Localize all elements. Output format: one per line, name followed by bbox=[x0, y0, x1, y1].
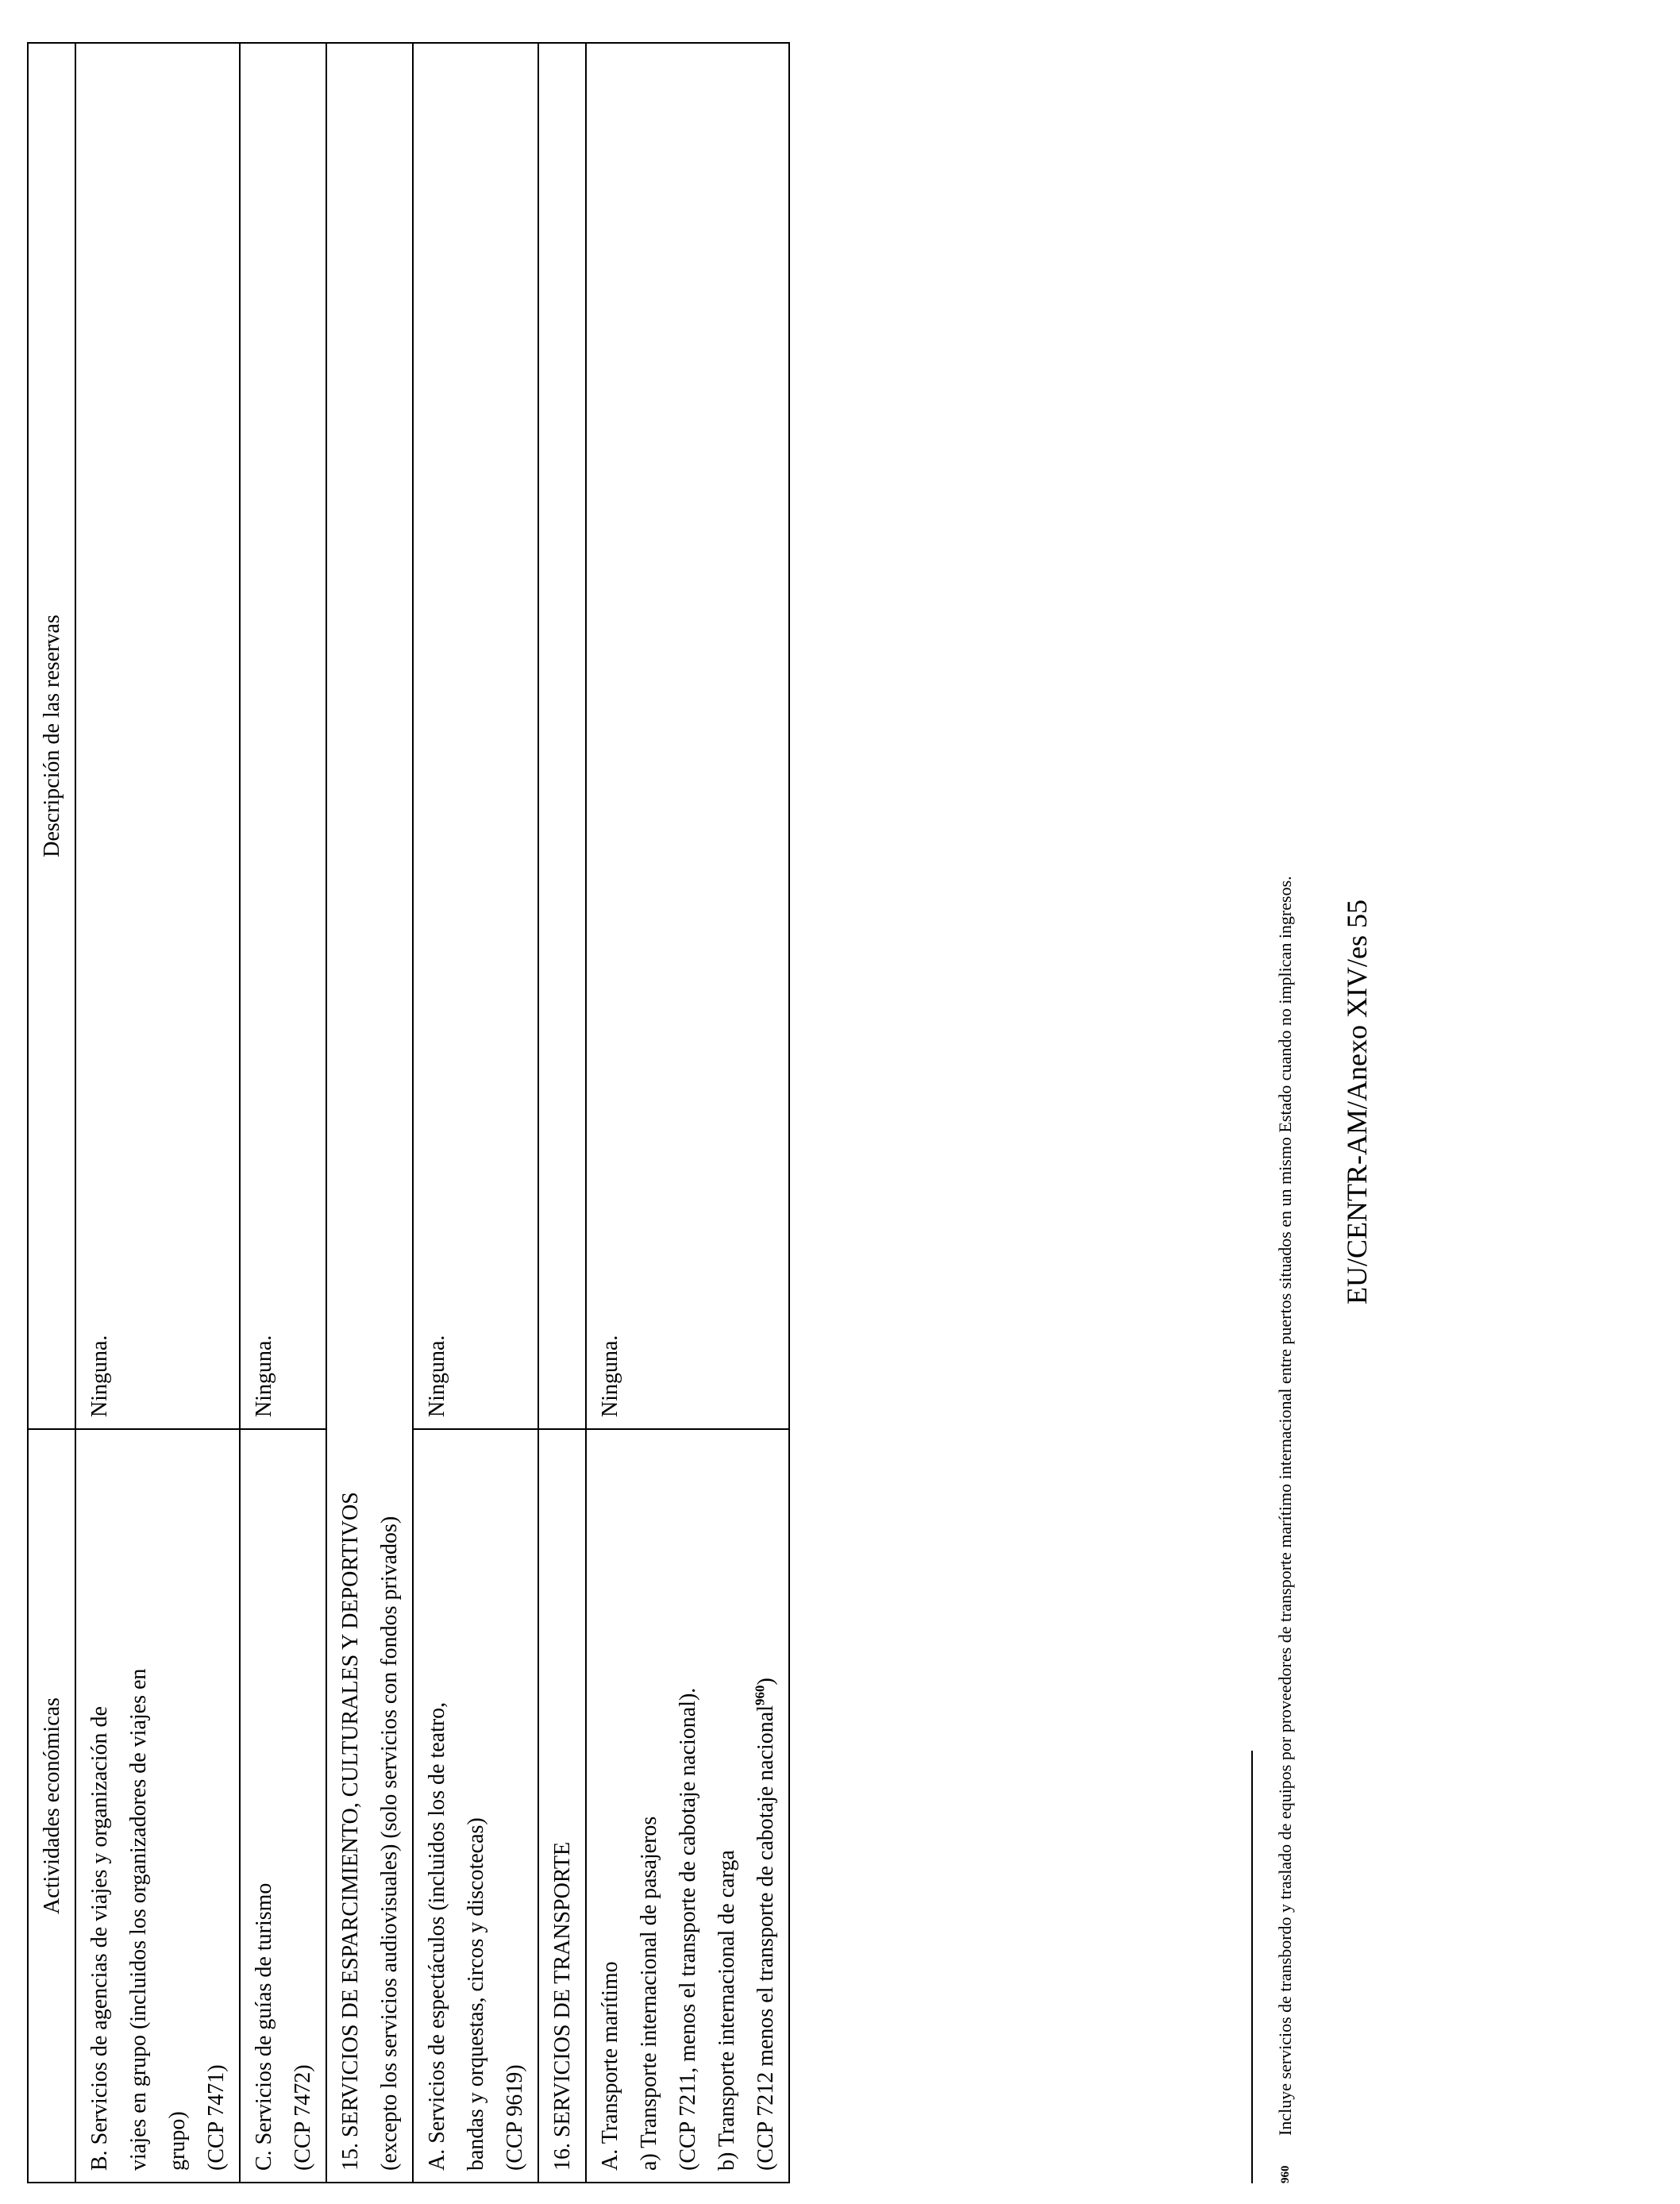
activity-line: B. Servicios de agencias de viajes y organización de bbox=[87, 1706, 112, 2171]
activity-line: (CCP 7471) bbox=[204, 2064, 229, 2171]
footnote-text: Incluye servicios de transbordo y traslado de equipos por proveedores de transporte marítimo internacional entre puertos situados en un mismo Estado cuando no implican ingresos. bbox=[1275, 876, 1295, 2136]
activity-line: A. Servicios de espectáculos (incluidos los de teatro, bbox=[425, 1701, 449, 2171]
header-description: Descripción de las reservas bbox=[28, 43, 75, 1429]
footnote bbox=[1273, 48, 1297, 2183]
activity-line: (CCP 7472) bbox=[291, 2064, 315, 2171]
section-row bbox=[538, 43, 586, 2183]
activity-line: (CCP 9619) bbox=[503, 2064, 527, 2171]
table-row bbox=[586, 43, 789, 2183]
description-cell: Ninguna. bbox=[75, 43, 240, 1429]
footnote-divider bbox=[1251, 1751, 1253, 2183]
activity-line: bandas y orquestas, circos y discotecas) bbox=[464, 1817, 488, 2171]
section-heading-16: 16. SERVICIOS DE TRANSPORTE bbox=[538, 1429, 586, 2183]
table-header-row bbox=[28, 43, 75, 2183]
section-row bbox=[326, 43, 413, 2183]
description-cell: Ninguna. bbox=[413, 43, 538, 1429]
activity-cell bbox=[413, 1429, 538, 2183]
header-activities: Actividades económicas bbox=[28, 1429, 75, 2183]
activity-line-close: ) bbox=[753, 1678, 778, 1686]
footnote-number: 960 bbox=[1279, 2165, 1292, 2183]
activity-line: viajes en grupo (incluidos los organizadores de viajes en bbox=[126, 1668, 151, 2171]
document-reference: EU/CENTR-AM/Anexo XIV/es 55 bbox=[1341, 900, 1373, 1304]
activity-line bbox=[746, 1441, 785, 2171]
reservations-table bbox=[27, 42, 790, 2183]
section-line: (excepto los servicios audiovisuales) (solo servicios con fondos privados) bbox=[377, 1516, 402, 2171]
activity-cell bbox=[75, 1429, 240, 2183]
section-heading-15 bbox=[326, 43, 413, 2183]
activity-line: b) Transporte internacional de carga bbox=[715, 1850, 739, 2171]
description-cell: Ninguna. bbox=[586, 43, 789, 1429]
activity-line: (CCP 7211, menos el transporte de cabotaje nacional). bbox=[676, 1687, 700, 2171]
activity-line: A. Transporte marítimo bbox=[598, 1961, 622, 2171]
activity-line: C. Servicios de guías de turismo bbox=[252, 1882, 276, 2171]
activity-cell bbox=[240, 1429, 326, 2183]
section-line: 15. SERVICIOS DE ESPARCIMIENTO, CULTURALES Y DEPORTIVOS bbox=[338, 1492, 363, 2171]
table-row bbox=[413, 43, 538, 2183]
table-row bbox=[75, 43, 240, 2183]
activity-line-text: (CCP 7212 menos el transporte de cabotaje nacional bbox=[753, 1705, 778, 2171]
section-empty-cell bbox=[538, 43, 586, 1429]
description-cell: Ninguna. bbox=[240, 43, 326, 1429]
activity-line: grupo) bbox=[165, 2111, 190, 2171]
footnote-reference[interactable]: 960 bbox=[752, 1685, 768, 1705]
activity-line: a) Transporte internacional de pasajeros bbox=[637, 1816, 661, 2171]
table-row bbox=[240, 43, 326, 2183]
activity-cell bbox=[586, 1429, 789, 2183]
